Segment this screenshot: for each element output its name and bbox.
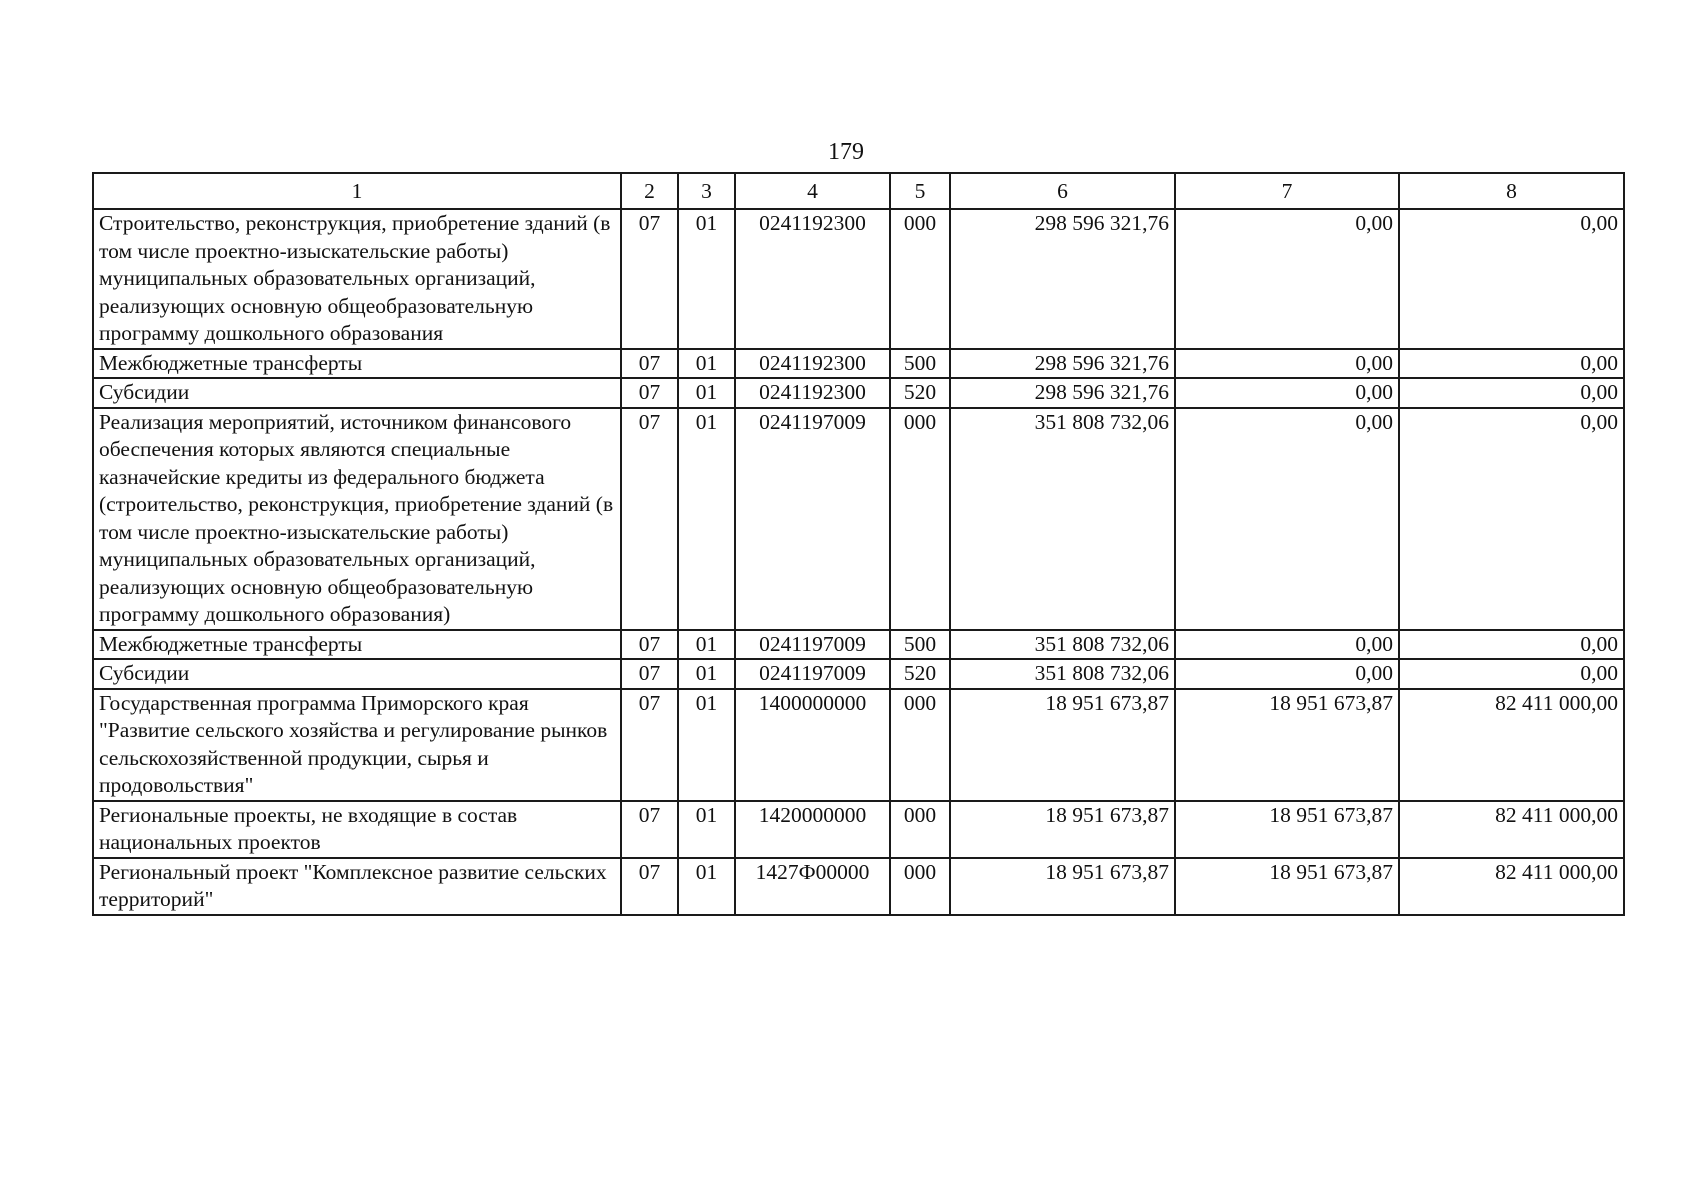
amount-col8: 82 411 000,00	[1399, 689, 1624, 801]
subsection-code: 01	[678, 209, 735, 349]
expense-type-code: 520	[890, 659, 950, 689]
amount-col8: 82 411 000,00	[1399, 858, 1624, 915]
target-article-code: 1400000000	[735, 689, 890, 801]
amount-col7: 0,00	[1175, 349, 1399, 379]
subsection-code: 01	[678, 630, 735, 660]
table-row	[93, 630, 1624, 660]
column-header: 2	[621, 173, 678, 209]
table-row	[93, 378, 1624, 408]
table-row	[93, 659, 1624, 689]
expense-type-code: 500	[890, 630, 950, 660]
amount-col8: 0,00	[1399, 659, 1624, 689]
column-header: 6	[950, 173, 1175, 209]
expense-type-code: 500	[890, 349, 950, 379]
column-header: 1	[93, 173, 621, 209]
row-name: Межбюджетные трансферты	[93, 630, 621, 660]
target-article-code: 0241192300	[735, 378, 890, 408]
table-row	[93, 349, 1624, 379]
expense-type-code: 520	[890, 378, 950, 408]
amount-col7: 0,00	[1175, 378, 1399, 408]
column-header: 8	[1399, 173, 1624, 209]
row-name: Межбюджетные трансферты	[93, 349, 621, 379]
amount-col6: 298 596 321,76	[950, 209, 1175, 349]
amount-col7: 18 951 673,87	[1175, 801, 1399, 858]
subsection-code: 01	[678, 801, 735, 858]
expense-type-code: 000	[890, 689, 950, 801]
subsection-code: 01	[678, 858, 735, 915]
section-code: 07	[621, 349, 678, 379]
amount-col6: 298 596 321,76	[950, 378, 1175, 408]
table-row	[93, 801, 1624, 858]
subsection-code: 01	[678, 378, 735, 408]
row-name: Региональный проект "Комплексное развитие сельских территорий"	[93, 858, 621, 915]
amount-col6: 18 951 673,87	[950, 858, 1175, 915]
subsection-code: 01	[678, 689, 735, 801]
section-code: 07	[621, 378, 678, 408]
column-header: 3	[678, 173, 735, 209]
subsection-code: 01	[678, 408, 735, 630]
amount-col6: 351 808 732,06	[950, 408, 1175, 630]
amount-col7: 18 951 673,87	[1175, 858, 1399, 915]
budget-table	[92, 172, 1625, 916]
amount-col7: 0,00	[1175, 408, 1399, 630]
section-code: 07	[621, 209, 678, 349]
section-code: 07	[621, 801, 678, 858]
expense-type-code: 000	[890, 801, 950, 858]
amount-col8: 82 411 000,00	[1399, 801, 1624, 858]
target-article-code: 0241197009	[735, 630, 890, 660]
amount-col6: 18 951 673,87	[950, 801, 1175, 858]
amount-col6: 351 808 732,06	[950, 630, 1175, 660]
column-header: 7	[1175, 173, 1399, 209]
subsection-code: 01	[678, 349, 735, 379]
subsection-code: 01	[678, 659, 735, 689]
header-row	[93, 173, 1624, 209]
row-name: Государственная программа Приморского края "Развитие сельского хозяйства и регулирование рынков сельскохозяйственной продукции, сырья и продовольствия"	[93, 689, 621, 801]
page-number: 179	[828, 139, 864, 165]
target-article-code: 1427Ф00000	[735, 858, 890, 915]
amount-col7: 0,00	[1175, 209, 1399, 349]
section-code: 07	[621, 408, 678, 630]
expense-type-code: 000	[890, 408, 950, 630]
amount-col6: 18 951 673,87	[950, 689, 1175, 801]
target-article-code: 0241197009	[735, 408, 890, 630]
column-header: 4	[735, 173, 890, 209]
amount-col8: 0,00	[1399, 378, 1624, 408]
amount-col6: 351 808 732,06	[950, 659, 1175, 689]
expense-type-code: 000	[890, 209, 950, 349]
expense-type-code: 000	[890, 858, 950, 915]
table-row	[93, 858, 1624, 915]
amount-col7: 0,00	[1175, 659, 1399, 689]
row-name: Субсидии	[93, 659, 621, 689]
amount-col8: 0,00	[1399, 408, 1624, 630]
row-name: Субсидии	[93, 378, 621, 408]
target-article-code: 1420000000	[735, 801, 890, 858]
amount-col6: 298 596 321,76	[950, 349, 1175, 379]
row-name: Региональные проекты, не входящие в состав национальных проектов	[93, 801, 621, 858]
target-article-code: 0241192300	[735, 209, 890, 349]
section-code: 07	[621, 659, 678, 689]
section-code: 07	[621, 630, 678, 660]
row-name: Реализация мероприятий, источником финансового обеспечения которых являются специальные казначейские кредиты из федерального бюджета (строительство, реконструкция, приобретение зданий (в том числе проектно-изыскательские работы) муниципальных образовательных организаций, реализующих основную общеобразовательную программу дошкольного образования)	[93, 408, 621, 630]
amount-col8: 0,00	[1399, 349, 1624, 379]
section-code: 07	[621, 689, 678, 801]
amount-col7: 0,00	[1175, 630, 1399, 660]
section-code: 07	[621, 858, 678, 915]
target-article-code: 0241197009	[735, 659, 890, 689]
table-row	[93, 408, 1624, 630]
amount-col7: 18 951 673,87	[1175, 689, 1399, 801]
column-header: 5	[890, 173, 950, 209]
amount-col8: 0,00	[1399, 209, 1624, 349]
table-row	[93, 689, 1624, 801]
row-name: Строительство, реконструкция, приобретение зданий (в том числе проектно-изыскательские работы) муниципальных образовательных организаций, реализующих основную общеобразовательную программу дошкольного образования	[93, 209, 621, 349]
table-row	[93, 209, 1624, 349]
amount-col8: 0,00	[1399, 630, 1624, 660]
target-article-code: 0241192300	[735, 349, 890, 379]
